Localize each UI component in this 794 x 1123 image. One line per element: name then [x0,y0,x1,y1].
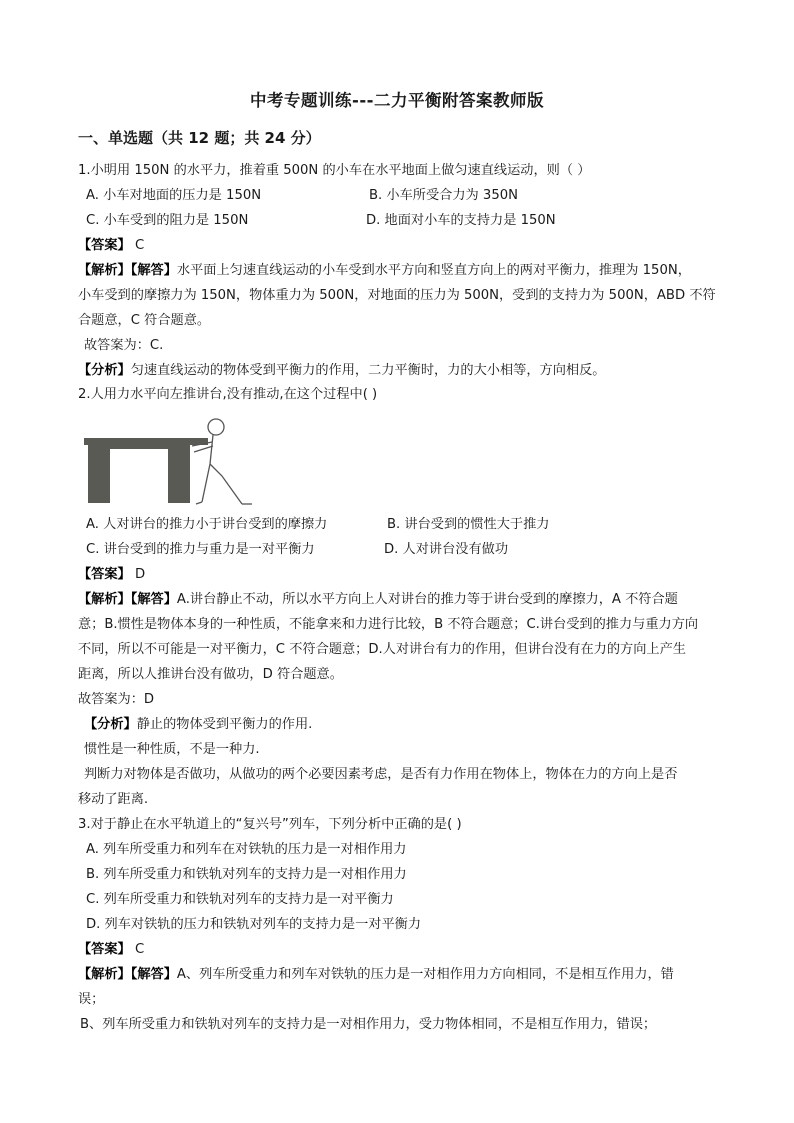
answer-value: D [130,567,146,582]
q2-analysis-line-4: 距离，所以人推讲台没有做功，D 符合题意。 [78,667,343,682]
analysis-text: 水平面上匀速直线运动的小车受到水平方向和竖直方向上的两对平衡力，推理为 150N， [176,263,691,278]
q2-option-b: B. 讲台受到的惯性大于推力 [387,517,550,532]
q1-analysis-line-1 [78,262,691,280]
note-tag: 【分析】 [78,363,131,378]
note-text: 静止的物体受到平衡力的作用. [136,717,313,732]
q3-option-a: A. 列车所受重力和列车在对铁轨的压力是一对相作用力 [86,842,407,857]
answer-tag: 【答案】 [78,238,131,253]
q3-option-c: C. 列车所受重力和铁轨对列车的支持力是一对平衡力 [86,892,394,907]
q1-option-a: A. 小车对地面的压力是 150N [86,188,262,203]
q2-stem: 2.人用力水平向左推讲台,没有推动,在这个过程中( ) [78,387,378,402]
q2-option-a: A. 人对讲台的推力小于讲台受到的摩擦力 [86,517,328,532]
q1-answer [78,237,144,255]
q1-option-c: C. 小车受到的阻力是 150N [86,213,249,228]
q1-option-d: D. 地面对小车的支持力是 150N [366,213,556,228]
lectern-left-leg [88,445,110,503]
q2-conclusion: 故答案为：D [78,692,155,707]
q1-note [78,362,606,380]
note-text: 匀速直线运动的物体受到平衡力的作用，二力平衡时，力的大小相等，方向相反。 [130,363,606,378]
q3-stem: 3.对于静止在水平轨道上的“复兴号”列车，下列分析中正确的是( ) [78,817,462,832]
lectern-rail [110,445,168,449]
q1-option-b: B. 小车所受合力为 350N [369,188,518,203]
analysis-text: A、列车所受重力和列车对铁轨的压力是一对相作用力方向相同，不是相互作用力，错 [176,967,674,982]
note-tag: 【分析】 [84,717,137,732]
q3-analysis-line-2: 误； [78,992,105,1007]
q3-analysis-line-3: B、列车所受重力和铁轨对列车的支持力是一对相作用力，受力物体相同，不是相互作用力，错误； [80,1017,657,1032]
q2-note [84,716,312,734]
analysis-text: A.讲台静止不动，所以水平方向上人对讲台的推力等于讲台受到的摩擦力，A 不符合题 [176,592,678,607]
answer-value: C [130,238,145,253]
lectern-top [84,438,208,445]
q1-stem: 1.小明用 150N 的水平力，推着重 500N 的小车在水平地面上做匀速直线运动，则（ ） [78,163,591,178]
q3-analysis-line-1 [78,966,674,984]
q3-option-d: D. 列车对铁轨的压力和铁轨对列车的支持力是一对平衡力 [86,917,422,932]
q2-note-line-2: 惯性是一种性质，不是一种力. [84,742,260,757]
analysis-tag: 【解析】【解答】 [78,263,177,278]
answer-tag: 【答案】 [78,942,131,957]
q2-analysis-line-3: 不同，所以不可能是一对平衡力，C 不符合题意；D.人对讲台有力的作用，但讲台没有在力的方向上产生 [78,642,686,657]
analysis-tag: 【解析】【解答】 [78,592,177,607]
q2-note-line-3: 判断力对物体是否做功，从做功的两个必要因素考虑，是否有力作用在物体上，物体在力的方向上是否 [84,767,678,782]
analysis-tag: 【解析】【解答】 [78,967,177,982]
q3-option-b: B. 列车所受重力和铁轨对列车的支持力是一对相作用力 [86,867,407,882]
section-heading: 一、单选题（共 12 题；共 24 分） [78,129,321,147]
lectern-right-leg [168,445,190,503]
page-title: 中考专题训练---二力平衡附答案教师版 [249,91,545,110]
q2-option-d: D. 人对讲台没有做功 [384,542,509,557]
q2-analysis-line-1 [78,591,678,609]
q1-analysis-line-3: 合题意，C 符合题意。 [78,313,211,328]
person-icon [192,419,252,504]
answer-tag: 【答案】 [78,567,131,582]
q2-note-line-4: 移动了距离. [78,792,149,807]
q2-option-c: C. 讲台受到的推力与重力是一对平衡力 [86,542,315,557]
q1-conclusion: 故答案为：C. [84,338,164,353]
q2-answer [78,566,145,584]
person-pushing-lectern-figure [82,416,264,506]
q2-analysis-line-2: 意；B.惯性是物体本身的一种性质，不能拿来和力进行比较，B 不符合题意；C.讲台受到的推力与重力方向 [78,617,699,632]
q3-answer [78,941,144,959]
answer-value: C [130,942,145,957]
q1-analysis-line-2: 小车受到的摩擦力为 150N，物体重力为 500N，对地面的压力为 500N，受到的支持力为 500N，ABD 不符 [78,288,716,303]
